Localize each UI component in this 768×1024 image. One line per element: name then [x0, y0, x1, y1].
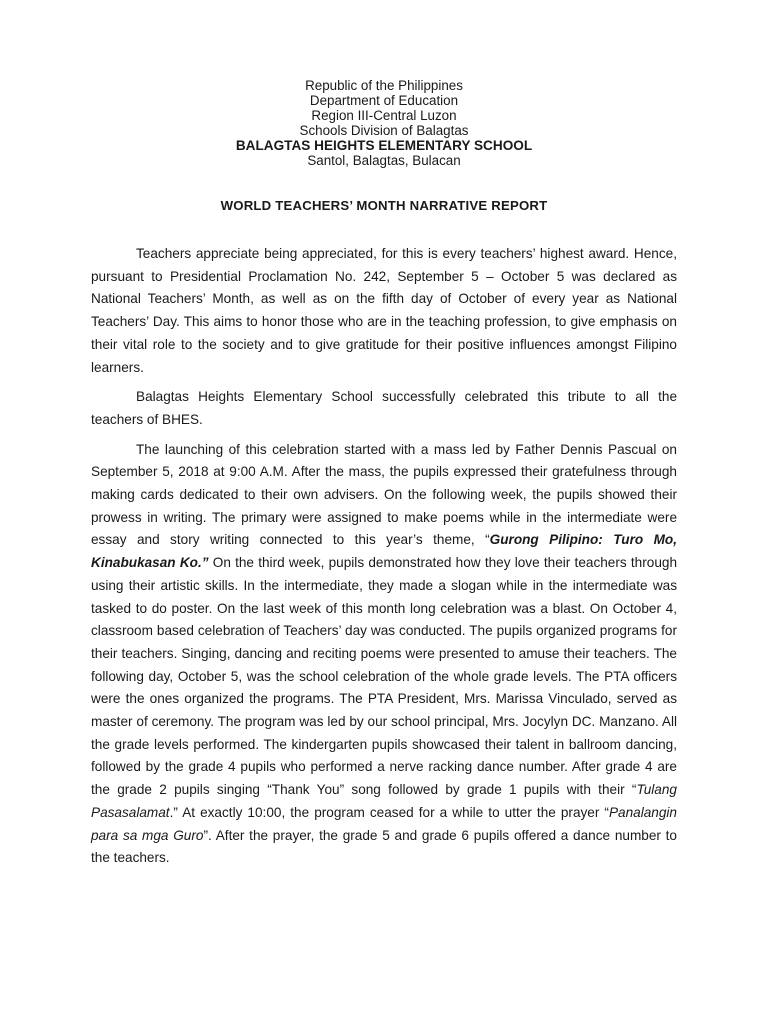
header-republic: Republic of the Philippines — [305, 78, 463, 93]
header-region: Region III-Central Luzon — [311, 108, 457, 123]
header-division: Schools Division of Balagtas — [299, 123, 469, 138]
report-body — [91, 243, 677, 877]
paragraph-1: Teachers appreciate being appreciated, for this is every teachers’ highest award. Hence, pursuant to Presidential Proclamation No. 242, September 5 – October 5 was declared as National Teachers’ Month, as well as on the fifth day of October of every year as National Teachers’ Day. This aims to honor those who are in the teaching profession, to give emphasis on their vital role to the society and to give gratitude for their positive influences amongst Filipino learners. — [91, 246, 677, 375]
header-address: Santol, Balagtas, Bulacan — [307, 153, 461, 168]
theme-text: Gurong Pilipino: Turo Mo, Kinabukasan Ko.” — [91, 532, 678, 571]
paragraph-3-part-2: On the third week, pupils demonstrated how they love their teachers through using their artistic skills. In the intermediate, they made a slogan while in the intermediate was tasked to do poster. On the last week of this month long celebration was a blast. On October 4, classroom based celebration of Teachers’ day was conducted. The pupils organized programs for their teachers. Singing, dancing and reciting poems were presented to amuse their teachers. The following day, October 5, was the school celebration of the whole grade levels. The PTA officers were the ones organized the programs. The PTA President, Mrs. Marissa Vinculado, served as master of ceremony. The program was led by our school principal, Mrs. Jocylyn DC. Manzano. All the grade levels performed. The kindergarten pupils showcased their talent in ballroom dancing, followed by the grade 4 pupils who performed a nerve racking dance number. After grade 4 are the grade 2 pupils singing “Thank You” song followed by grade 1 pupils with their “ — [91, 555, 677, 798]
paragraph-2: Balagtas Heights Elementary School successfully celebrated this tribute to all the teachers of BHES. — [91, 389, 677, 427]
header-school-name: BALAGTAS HEIGHTS ELEMENTARY SCHOOL — [235, 138, 533, 153]
paragraph-3 — [91, 439, 677, 870]
song-title: Tulang Pasasalamat — [91, 782, 677, 820]
letterhead — [0, 78, 768, 168]
paragraph-3-part-3: .” At exactly 10:00, the program ceased for a while to utter the prayer “ — [169, 804, 609, 820]
prayer-title: Panalangin para sa mga Guro — [91, 804, 677, 843]
paragraph-3-part-4: ”. After the prayer, the grade 5 and grade 6 pupils offered a dance number to the teachers. — [91, 827, 677, 866]
header-department: Department of Education — [309, 93, 459, 108]
paragraph-3-part-1: The launching of this celebration started with a mass led by Father Dennis Pascual on September 5, 2018 at 9:00 A.M. After the mass, the pupils expressed their gratefulness through making cards dedicated to their own advisers. On the following week, the pupils showed their prowess in writing. The primary were assigned to make poems while in the intermediate were essay and story writing connected to this year’s theme, “ — [91, 441, 677, 548]
report-title: WORLD TEACHERS’ MONTH NARRATIVE REPORT — [220, 198, 548, 213]
